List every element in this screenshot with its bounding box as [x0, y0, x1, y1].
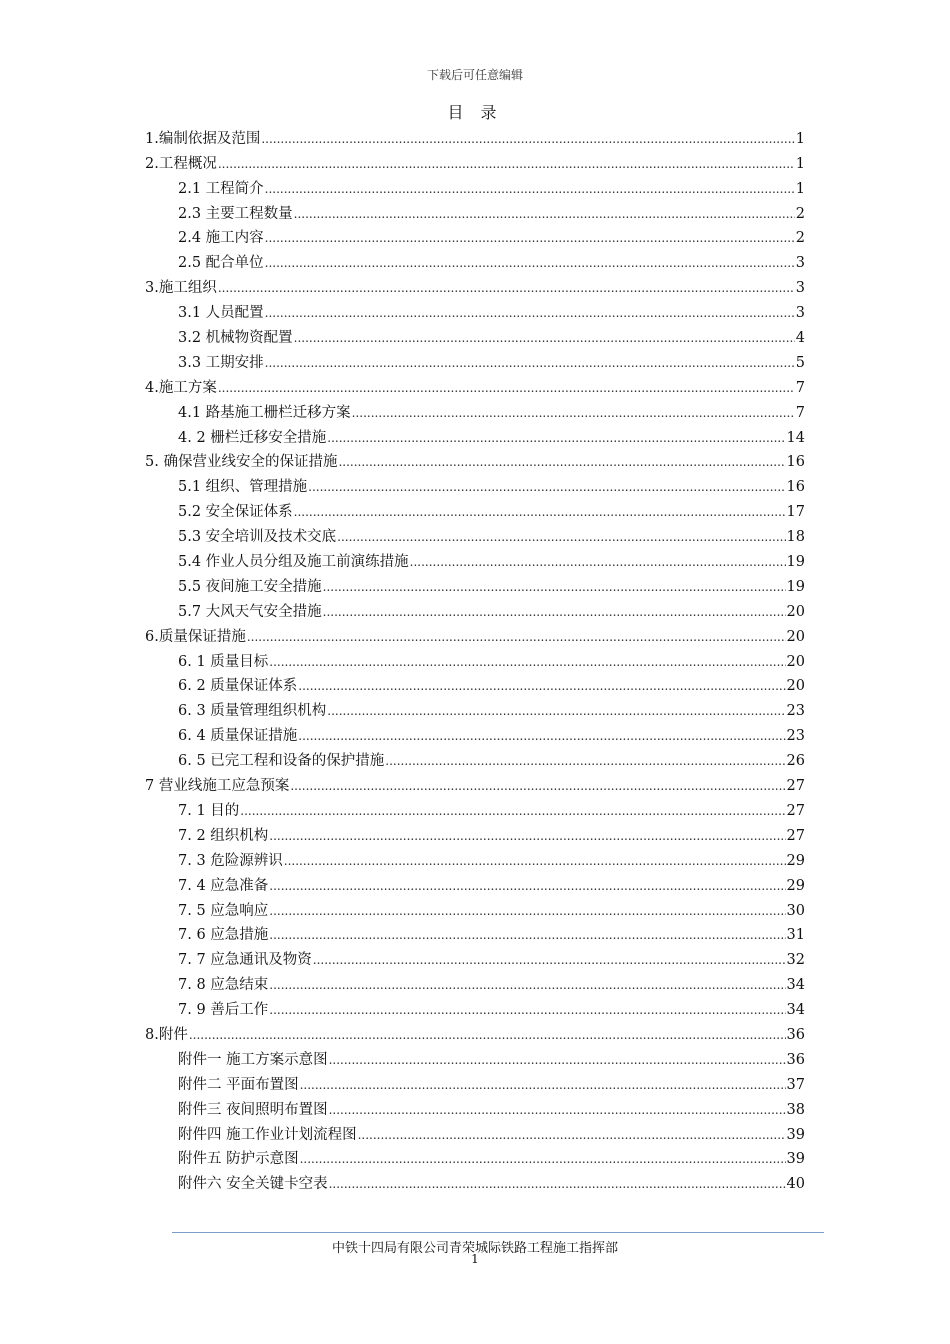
toc-entry-page: 26	[786, 753, 805, 770]
toc-entry-label: 2.4 施工内容	[178, 230, 264, 247]
toc-entry-page: 5	[795, 354, 805, 371]
toc-entry[interactable]	[145, 347, 805, 372]
toc-entry-page: 31	[786, 927, 805, 944]
toc-entry-label: 附件五 防护示意图	[178, 1151, 299, 1168]
toc-entry[interactable]	[145, 397, 805, 422]
toc-entry[interactable]	[145, 994, 805, 1019]
toc-dot-leader	[269, 655, 785, 671]
toc-dot-leader	[308, 480, 785, 496]
toc-entry-page: 19	[786, 578, 805, 595]
toc-entry[interactable]	[145, 1044, 805, 1069]
toc-dot-leader	[352, 406, 795, 422]
table-of-contents	[145, 123, 805, 1193]
toc-dot-leader	[294, 207, 795, 223]
toc-dot-leader	[247, 630, 786, 646]
toc-entry-label: 7. 3 危险源辨识	[178, 852, 283, 869]
toc-entry-label: 附件一 施工方案示意图	[178, 1051, 328, 1068]
toc-title: 目 录	[447, 103, 503, 122]
toc-entry-label: 3.1 人员配置	[178, 305, 264, 322]
toc-entry-page: 1	[795, 180, 805, 197]
toc-entry-label: 6. 4 质量保证措施	[178, 728, 298, 745]
toc-entry-page: 20	[786, 678, 805, 695]
toc-entry[interactable]	[145, 720, 805, 745]
toc-dot-leader	[265, 182, 795, 198]
toc-entry-label: 6. 5 已完工程和设备的保护措施	[178, 753, 385, 770]
toc-entry-page: 19	[786, 554, 805, 571]
toc-entry[interactable]	[145, 1144, 805, 1169]
toc-dot-leader	[269, 879, 785, 895]
toc-entry[interactable]	[145, 1094, 805, 1119]
toc-entry[interactable]	[145, 546, 805, 571]
toc-dot-leader	[327, 704, 785, 720]
toc-entry[interactable]	[145, 795, 805, 820]
toc-dot-leader	[290, 779, 785, 795]
toc-entry-page: 37	[786, 1076, 805, 1093]
toc-dot-leader	[269, 928, 785, 944]
toc-entry[interactable]	[145, 895, 805, 920]
toc-dot-leader	[294, 331, 795, 347]
toc-entry-label: 5. 确保营业线安全的保证措施	[145, 454, 338, 471]
toc-entry[interactable]	[145, 745, 805, 770]
toc-dot-leader	[269, 978, 785, 994]
toc-dot-leader	[218, 381, 795, 397]
toc-entry[interactable]	[145, 247, 805, 272]
toc-entry-page: 7	[795, 404, 805, 421]
toc-entry-label: 4. 2 栅栏迁移安全措施	[178, 429, 327, 446]
toc-entry-page: 34	[786, 977, 805, 994]
toc-entry-label: 3.施工组织	[145, 280, 217, 297]
toc-dot-leader	[189, 1028, 786, 1044]
toc-entry-page: 20	[786, 653, 805, 670]
toc-entry[interactable]	[145, 1119, 805, 1144]
toc-entry-page: 2	[795, 230, 805, 247]
toc-entry[interactable]	[145, 870, 805, 895]
toc-entry[interactable]	[145, 198, 805, 223]
toc-entry[interactable]	[145, 173, 805, 198]
toc-entry-label: 6. 2 质量保证体系	[178, 678, 298, 695]
toc-entry[interactable]	[145, 372, 805, 397]
toc-entry-label: 5.1 组织、管理措施	[178, 479, 308, 496]
toc-entry-page: 3	[795, 305, 805, 322]
toc-entry[interactable]	[145, 322, 805, 347]
toc-entry-page: 27	[786, 802, 805, 819]
toc-entry-page: 27	[786, 827, 805, 844]
toc-entry-label: 3.3 工期安排	[178, 354, 264, 371]
toc-dot-leader	[265, 306, 795, 322]
toc-dot-leader	[329, 1053, 786, 1069]
toc-entry-page: 20	[786, 603, 805, 620]
toc-entry-page: 16	[786, 454, 805, 471]
toc-entry-page: 4	[795, 330, 805, 347]
toc-entry-page: 3	[795, 255, 805, 272]
toc-entry-page: 3	[795, 280, 805, 297]
toc-dot-leader	[300, 1078, 786, 1094]
toc-entry[interactable]	[145, 471, 805, 496]
toc-entry-label: 1.编制依据及范围	[145, 130, 261, 147]
toc-entry-page: 1	[795, 130, 805, 147]
toc-entry[interactable]	[145, 621, 805, 646]
toc-entry-label: 2.5 配合单位	[178, 255, 264, 272]
toc-entry-label: 附件二 平面布置图	[178, 1076, 299, 1093]
toc-entry-page: 23	[786, 728, 805, 745]
toc-entry-label: 7. 7 应急通讯及物资	[178, 952, 312, 969]
toc-entry-label: 附件四 施工作业计划流程图	[178, 1126, 357, 1143]
toc-entry[interactable]	[145, 496, 805, 521]
toc-entry-page: 36	[786, 1051, 805, 1068]
toc-entry[interactable]	[145, 770, 805, 795]
toc-dot-leader	[298, 729, 785, 745]
toc-entry-label: 7. 6 应急措施	[178, 927, 269, 944]
toc-entry-label: 8.附件	[145, 1026, 188, 1043]
toc-entry-label: 4.施工方案	[145, 379, 217, 396]
toc-entry[interactable]	[145, 297, 805, 322]
toc-entry[interactable]	[145, 123, 805, 148]
toc-dot-leader	[218, 157, 795, 173]
toc-dot-leader	[338, 455, 785, 471]
toc-dot-leader	[218, 281, 795, 297]
toc-entry-page: 2	[795, 205, 805, 222]
toc-entry-page: 32	[786, 952, 805, 969]
toc-entry-label: 2.3 主要工程数量	[178, 205, 293, 222]
toc-entry-page: 16	[786, 479, 805, 496]
toc-entry-page: 27	[786, 778, 805, 795]
toc-dot-leader	[410, 555, 786, 571]
toc-entry-page: 30	[786, 902, 805, 919]
toc-entry-label: 附件三 夜间照明布置图	[178, 1101, 328, 1118]
toc-entry[interactable]	[145, 596, 805, 621]
toc-entry[interactable]	[145, 671, 805, 696]
toc-entry-page: 18	[786, 529, 805, 546]
toc-entry-page: 40	[786, 1176, 805, 1193]
toc-dot-leader	[265, 231, 795, 247]
toc-entry-label: 3.2 机械物资配置	[178, 330, 293, 347]
toc-entry[interactable]	[145, 944, 805, 969]
toc-entry-label: 5.7 大风天气安全措施	[178, 603, 322, 620]
toc-entry[interactable]	[145, 695, 805, 720]
toc-entry-page: 1	[795, 155, 805, 172]
toc-dot-leader	[265, 356, 795, 372]
toc-dot-leader	[284, 854, 786, 870]
toc-entry[interactable]	[145, 223, 805, 248]
toc-dot-leader	[358, 1128, 786, 1144]
toc-entry[interactable]	[145, 1168, 805, 1193]
toc-entry[interactable]	[145, 1069, 805, 1094]
footer-organization: 中铁十四局有限公司青荣城际铁路工程施工指挥部	[331, 1241, 618, 1256]
toc-entry-page: 39	[786, 1151, 805, 1168]
toc-entry[interactable]	[145, 148, 805, 173]
toc-entry-label: 5.5 夜间施工安全措施	[178, 578, 322, 595]
toc-entry[interactable]	[145, 845, 805, 870]
footer-divider	[172, 1232, 824, 1233]
toc-entry-label: 6. 3 质量管理组织机构	[178, 703, 327, 720]
toc-entry-page: 20	[786, 628, 805, 645]
toc-entry-label: 7. 4 应急准备	[178, 877, 269, 894]
toc-dot-leader	[298, 679, 785, 695]
toc-entry-label: 4.1 路基施工栅栏迁移方案	[178, 404, 351, 421]
toc-dot-leader	[269, 904, 785, 920]
toc-entry[interactable]	[145, 969, 805, 994]
toc-dot-leader	[323, 580, 786, 596]
toc-entry-page: 23	[786, 703, 805, 720]
toc-dot-leader	[329, 1103, 786, 1119]
toc-entry[interactable]	[145, 422, 805, 447]
toc-dot-leader	[269, 829, 785, 845]
toc-dot-leader	[337, 530, 785, 546]
footer-page-number: 1	[471, 1252, 479, 1266]
toc-entry[interactable]	[145, 646, 805, 671]
toc-entry-label: 7. 8 应急结束	[178, 977, 269, 994]
toc-dot-leader	[300, 1152, 786, 1168]
toc-dot-leader	[329, 1177, 786, 1193]
toc-dot-leader	[323, 605, 786, 621]
toc-entry-page: 34	[786, 1002, 805, 1019]
toc-entry-label: 5.4 作业人员分组及施工前演练措施	[178, 554, 409, 571]
toc-entry-label: 5.3 安全培训及技术交底	[178, 529, 337, 546]
toc-entry-page: 7	[795, 379, 805, 396]
toc-dot-leader	[313, 953, 786, 969]
toc-entry[interactable]	[145, 272, 805, 297]
toc-dot-leader	[294, 505, 786, 521]
toc-entry-page: 14	[786, 429, 805, 446]
toc-entry-label: 5.2 安全保证体系	[178, 504, 293, 521]
toc-entry-label: 6. 1 质量目标	[178, 653, 269, 670]
toc-entry[interactable]	[145, 920, 805, 945]
toc-dot-leader	[269, 1003, 785, 1019]
toc-entry-label: 2.工程概况	[145, 155, 217, 172]
toc-entry-page: 39	[786, 1126, 805, 1143]
toc-entry-page: 29	[786, 877, 805, 894]
toc-entry-label: 6.质量保证措施	[145, 628, 246, 645]
toc-entry-label: 附件六 安全关键卡空表	[178, 1176, 328, 1193]
toc-entry-page: 29	[786, 852, 805, 869]
toc-entry-label: 7. 2 组织机构	[178, 827, 269, 844]
toc-entry[interactable]	[145, 521, 805, 546]
toc-entry[interactable]	[145, 820, 805, 845]
toc-entry[interactable]	[145, 571, 805, 596]
toc-dot-leader	[385, 754, 785, 770]
toc-entry-label: 7. 5 应急响应	[178, 902, 269, 919]
toc-dot-leader	[265, 256, 795, 272]
toc-dot-leader	[327, 431, 785, 447]
toc-entry-label: 7 营业线施工应急预案	[145, 778, 290, 795]
toc-dot-leader	[261, 132, 794, 148]
toc-dot-leader	[240, 804, 785, 820]
toc-entry-page: 36	[786, 1026, 805, 1043]
header-note: 下载后可任意编辑	[426, 68, 523, 82]
toc-entry-label: 7. 9 善后工作	[178, 1002, 269, 1019]
toc-entry-page: 38	[786, 1101, 805, 1118]
toc-entry[interactable]	[145, 1019, 805, 1044]
toc-entry-label: 7. 1 目的	[178, 802, 240, 819]
toc-entry-label: 2.1 工程简介	[178, 180, 264, 197]
toc-entry-page: 17	[786, 504, 805, 521]
toc-entry[interactable]	[145, 447, 805, 472]
